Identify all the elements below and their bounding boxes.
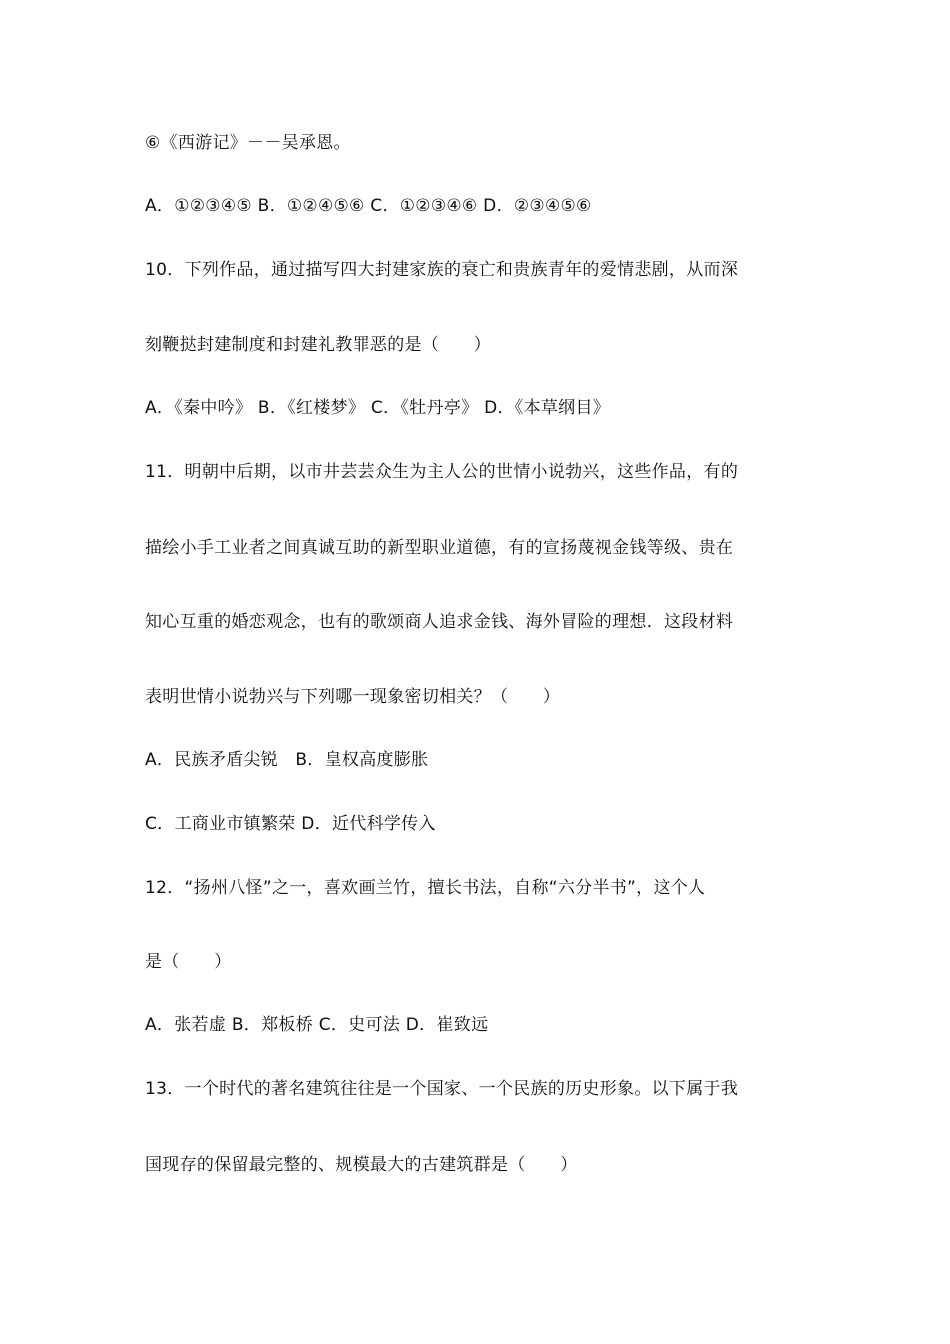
q11-options-line-1: A．民族矛盾尖锐 B．皇权高度膨胀 <box>145 750 429 770</box>
q11-stem-line-4: 表明世情小说勃兴与下列哪一现象密切相关？（ ） <box>145 687 561 707</box>
q10-stem-line-2: 刻鞭挞封建制度和封建礼教罪恶的是（ ） <box>145 335 491 355</box>
q12-options: A．张若虚 B．郑板桥 C．史可法 D．崔致远 <box>145 1015 489 1035</box>
q11-stem-line-1: 11．明朝中后期，以市井芸芸众生为主人公的世情小说勃兴，这些作品，有的 <box>145 462 739 482</box>
q13-stem-line-2: 国现存的保留最完整的、规模最大的古建筑群是（ ） <box>145 1155 578 1175</box>
q11-stem-line-3: 知心互重的婚恋观念，也有的歌颂商人追求金钱、海外冒险的理想．这段材料 <box>145 612 734 632</box>
q10-stem-line-1: 10．下列作品，通过描写四大封建家族的衰亡和贵族青年的爱情悲剧，从而深 <box>145 260 739 280</box>
q9-item-6: ⑥《西游记》－－吴承恩。 <box>145 133 351 153</box>
q12-stem-line-2: 是（ ） <box>145 952 232 972</box>
q11-options-line-2: C．工商业市镇繁荣 D．近代科学传入 <box>145 814 436 834</box>
q11-stem-line-2: 描绘小手工业者之间真诚互助的新型职业道德，有的宣扬蔑视金钱等级、贵在 <box>145 538 734 558</box>
q9-options: A．①②③④⑤ B．①②④⑤⑥ C．①②③④⑥ D．②③④⑤⑥ <box>145 196 592 216</box>
q10-options: A．《秦中吟》 B．《红楼梦》 C．《牡丹亭》 D．《本草纲目》 <box>145 398 611 418</box>
q13-stem-line-1: 13．一个时代的著名建筑往往是一个国家、一个民族的历史形象。以下属于我 <box>145 1079 739 1099</box>
q12-stem-line-1: 12．“扬州八怪”之一，喜欢画兰竹，擅长书法，自称“六分半书”，这个人 <box>145 878 706 898</box>
